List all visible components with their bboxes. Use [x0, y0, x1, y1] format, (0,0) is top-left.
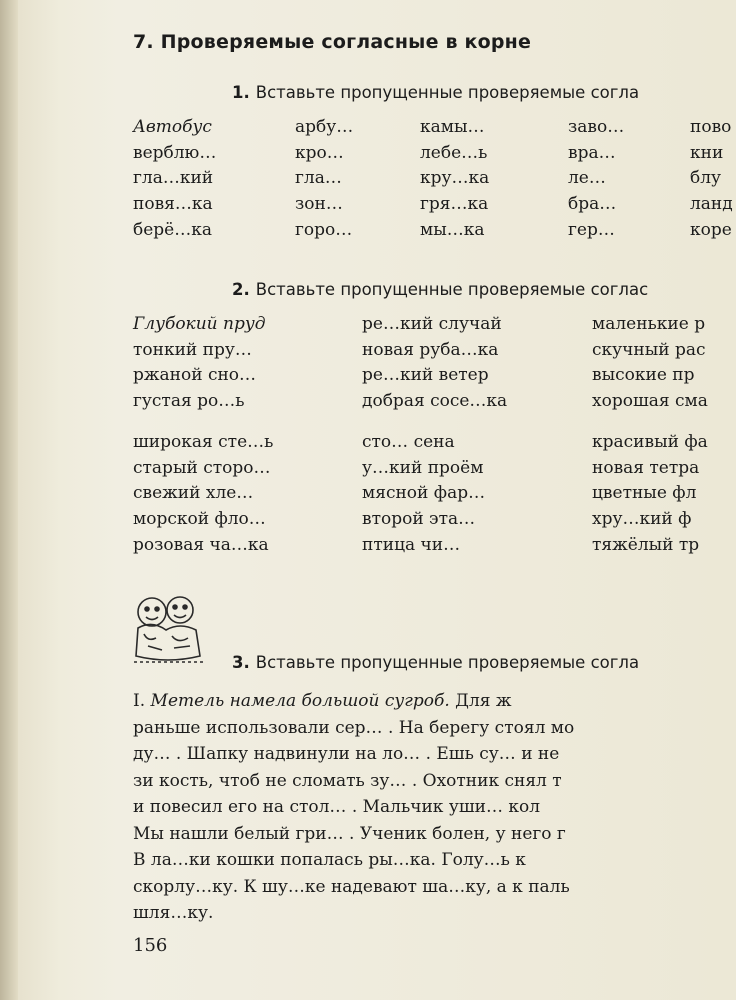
task2-header — [232, 280, 648, 299]
word-item: ржаной сно… — [133, 365, 257, 386]
task2-number: 2. — [232, 280, 250, 299]
word-item: маленькие р — [592, 314, 706, 334]
word-column — [295, 115, 353, 243]
word-item: арбу… — [295, 117, 354, 137]
word-item: птица чи… — [362, 534, 461, 555]
word-item: розовая ча…ка — [133, 534, 269, 555]
word-item: ле… — [568, 168, 606, 189]
word-item: сто… сена — [362, 432, 455, 452]
word-column — [592, 430, 708, 558]
word-item: бра… — [568, 194, 617, 215]
word-item: коре — [690, 219, 732, 240]
word-item: верблю… — [133, 142, 217, 163]
task1-number: 1. — [232, 83, 250, 102]
word-column — [362, 312, 507, 415]
task3-line: ду… . Шапку надвинули на ло… . Ешь су… и не — [133, 744, 560, 764]
word-item: повя…ка — [133, 194, 213, 215]
word-item: широкая сте…ь — [133, 432, 274, 452]
task1-instruction: Вставьте пропущенные проверяемые согла — [255, 83, 640, 102]
word-item: хорошая сма — [592, 391, 708, 412]
task3-header — [232, 653, 639, 672]
task3-line: шля…ку. — [133, 903, 214, 923]
section-title: 7. Проверяемые согласные в корне — [133, 31, 532, 53]
word-column — [592, 312, 708, 415]
task1-header — [232, 83, 639, 102]
word-item: тонкий пру… — [133, 339, 252, 360]
task3-line: раньше использовали сер… . На берегу стоял мо — [133, 717, 575, 738]
word-item: добрая сосе…ка — [362, 391, 508, 412]
word-item: заво… — [568, 117, 625, 137]
word-item: гер… — [568, 219, 615, 240]
word-item: кру…ка — [420, 168, 490, 189]
word-item: ланд — [690, 194, 733, 215]
word-item: мы…ка — [420, 219, 485, 240]
word-column — [568, 115, 624, 243]
word-item: гла… — [295, 168, 342, 189]
word-column — [420, 115, 489, 243]
word-item: новая тетра — [592, 457, 700, 478]
word-column — [133, 430, 273, 558]
word-item: свежий хле… — [133, 483, 254, 504]
book-gutter — [0, 0, 18, 1000]
word-item: высокие пр — [592, 365, 695, 386]
word-item: цветные фл — [592, 483, 697, 504]
word-column — [690, 115, 733, 243]
word-item: горо… — [295, 219, 353, 240]
word-item: тяжёлый тр — [592, 534, 700, 555]
word-column — [133, 115, 216, 243]
task3-line: и повесил его на стол… . Мальчик уши… кол — [133, 797, 541, 817]
word-item: гла…кий — [133, 168, 214, 189]
word-item: второй эта… — [362, 509, 476, 530]
word-item: хру…кий ф — [592, 509, 692, 530]
word-item: у…кий проём — [362, 457, 484, 478]
word-item: мясной фар… — [362, 483, 486, 504]
word-item: морской фло… — [133, 509, 266, 530]
word-item: ре…кий ветер — [362, 365, 489, 386]
task3-instruction: Вставьте пропущенные проверяемые согла — [255, 653, 640, 672]
word-column — [362, 430, 485, 558]
task3-line: В ла…ки кошки попалась ры…ка. Голу…ь к — [133, 850, 526, 870]
word-item: вра… — [568, 142, 616, 163]
task3-line: Мы нашли белый гри… . Ученик болен, у него г — [133, 823, 566, 844]
word-item: скучный рас — [592, 339, 706, 360]
word-column — [133, 312, 265, 415]
word-item: лебе…ь — [420, 142, 488, 163]
task3-line-1 — [133, 688, 736, 715]
task3-line: зи кость, чтоб не сломать зу… . Охотник снял т — [133, 770, 562, 791]
task3-number: 3. — [232, 653, 250, 672]
word-item: густая ро…ь — [133, 391, 245, 412]
word-item: старый сторо… — [133, 457, 271, 478]
cartoon-children-illustration — [128, 590, 210, 668]
task3-paragraph — [133, 688, 736, 927]
task2-instruction: Вставьте пропущенные проверяемые соглас — [255, 280, 649, 299]
word-item: гря…ка — [420, 194, 489, 215]
word-item: ре…кий случай — [362, 314, 502, 334]
task3-line: скорлу…ку. К шу…ке надевают ша…ку, а к паль — [133, 876, 570, 897]
word-item: блу — [690, 168, 722, 189]
word-item: кни — [690, 142, 724, 163]
example-sentence: Метель намела большой сугроб. — [150, 691, 450, 711]
word-item: пово — [690, 117, 732, 137]
word-item: берё…ка — [133, 219, 212, 240]
roman-numeral: I. — [133, 691, 146, 711]
example-word: Автобус — [133, 117, 212, 137]
word-item: красивый фа — [592, 432, 708, 452]
task3-line-1-rest: Для ж — [449, 691, 512, 711]
word-item: кро… — [295, 142, 344, 163]
page-number: 156 — [133, 935, 168, 956]
word-item: зон… — [295, 194, 343, 215]
example-word: Глубокий пруд — [133, 314, 266, 334]
word-item: новая руба…ка — [362, 339, 499, 360]
word-item: камы… — [420, 117, 485, 137]
